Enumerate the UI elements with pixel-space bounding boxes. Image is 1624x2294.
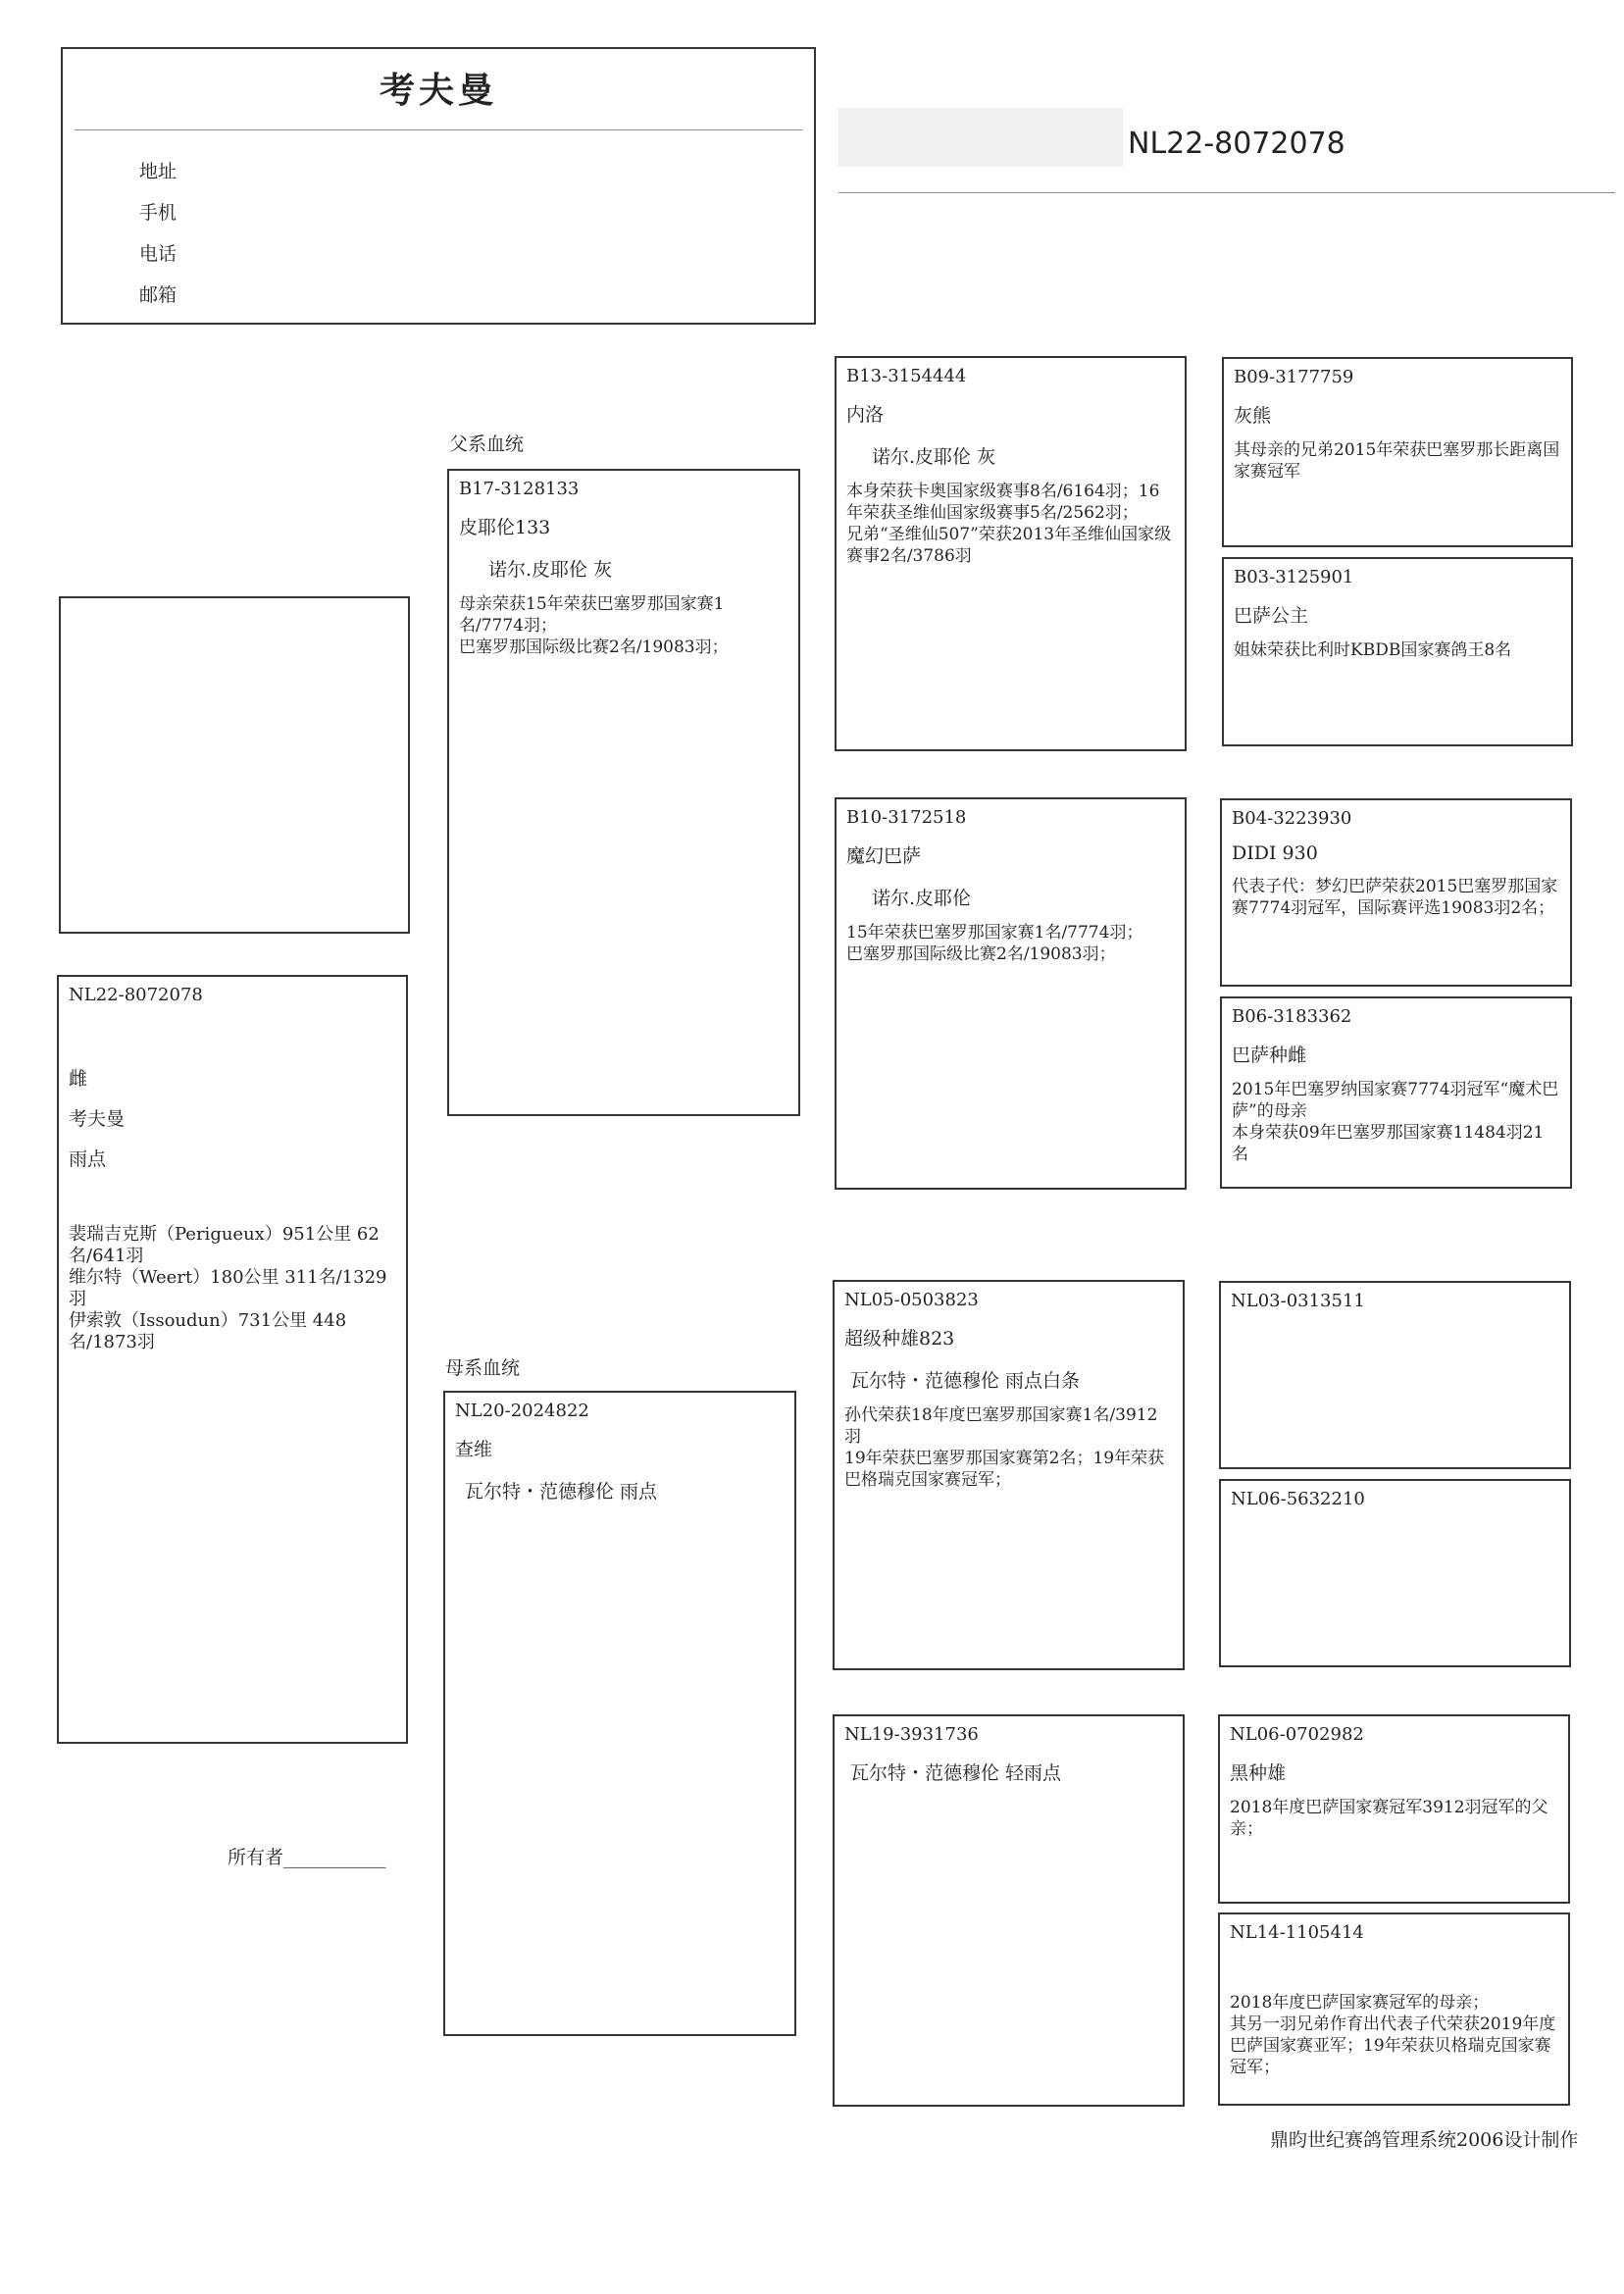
dds-ring: NL06-0702982 <box>1230 1724 1364 1745</box>
granddam-paternal-box <box>835 797 1187 1190</box>
ggp-dsd-box <box>1219 1479 1571 1667</box>
ds-name: 超级种雄823 <box>844 1328 955 1350</box>
ggp-ssd-box <box>1222 557 1573 746</box>
photo-box <box>59 596 410 934</box>
subject-owner-name: 考夫曼 <box>69 1108 126 1130</box>
ds-note: 孙代荣获18年度巴塞罗那国家赛1名/3912羽 19年荣获巴塞罗那国家赛第2名；19年荣获巴格瑞克国家赛冠军； <box>844 1405 1165 1490</box>
sss-note: 其母亲的兄弟2015年荣获巴塞罗那长距离国家赛冠军 <box>1234 440 1560 482</box>
ggp-sds-box <box>1220 798 1572 987</box>
owner-title: 考夫曼 <box>379 70 497 111</box>
subject-color: 雨点 <box>69 1148 107 1170</box>
dd-breeder: 瓦尔特・范德穆伦 轻雨点 <box>850 1762 1062 1784</box>
sds-name: DIDI 930 <box>1232 842 1318 864</box>
ggp-ddd-box <box>1218 1912 1570 2106</box>
subject-sex: 雌 <box>69 1068 88 1090</box>
sds-note: 代表子代：梦幻巴萨荣获2015巴塞罗那国家赛7774羽冠军，国际赛评选19083羽2名； <box>1232 877 1558 918</box>
sd-breeder: 诺尔.皮耶伦 <box>872 888 972 909</box>
ddd-note: 2018年度巴萨国家赛冠军的母亲； 其另一羽兄弟作育出代表子代荣获2019年度巴萨国家赛亚军；19年荣获贝格瑞克国家赛冠军； <box>1230 1993 1556 2077</box>
ssd-name: 巴萨公主 <box>1234 605 1309 627</box>
footer-credit: 鼎昀世纪赛鸽管理系统2006设计制作 <box>1270 2129 1579 2151</box>
grandsire-maternal-box <box>833 1280 1185 1670</box>
ss-breeder: 诺尔.皮耶伦 灰 <box>872 446 996 468</box>
sss-ring: B09-3177759 <box>1234 367 1354 387</box>
sd-ring: B10-3172518 <box>846 807 967 828</box>
dds-note: 2018年度巴萨国家赛冠军3912羽冠军的父亲； <box>1230 1798 1548 1839</box>
mobile-label: 手机 <box>139 202 178 224</box>
dss-ring: NL03-0313511 <box>1231 1291 1365 1311</box>
subject-results: 裴瑞吉克斯（Perigueux）951公里 62名/641羽 维尔特（Weert）180公里 311名/1329羽 伊索敦（Issoudun）731公里 448名/1873羽 <box>69 1224 387 1352</box>
address-label: 地址 <box>139 161 178 182</box>
sdd-note: 2015年巴塞罗纳国家赛7774羽冠军“魔术巴萨”的母亲 本身荣获09年巴塞罗那国家赛11484羽21名 <box>1232 1080 1559 1164</box>
ring-number-heading: NL22-8072078 <box>1128 127 1345 161</box>
sd-name: 魔幻巴萨 <box>846 845 922 867</box>
ss-ring: B13-3154444 <box>846 366 967 386</box>
sss-name: 灰熊 <box>1234 405 1272 427</box>
sire-breeder: 诺尔.皮耶伦 灰 <box>488 559 613 581</box>
sire-note: 母亲荣获15年荣获巴塞罗那国家赛1名/7774羽； 巴塞罗那国际级比赛2名/19083羽； <box>459 594 729 657</box>
ds-ring: NL05-0503823 <box>844 1290 979 1310</box>
email-label: 邮箱 <box>139 284 178 306</box>
dsd-ring: NL06-5632210 <box>1231 1489 1365 1509</box>
ss-note: 本身荣获卡奥国家级赛事8名/6164羽；16年荣获圣维仙国家级赛事5名/2562羽； 兄弟“圣维仙507”荣获2013年圣维仙国家级赛事2名/3786羽 <box>846 482 1172 566</box>
sds-ring: B04-3223930 <box>1232 808 1352 829</box>
dd-ring: NL19-3931736 <box>844 1724 979 1745</box>
ggp-sss-box <box>1222 357 1573 547</box>
granddam-maternal-box <box>833 1714 1185 2107</box>
sd-note: 15年荣获巴塞罗那国家赛1名/7774羽； 巴塞罗那国际级比赛2名/19083羽； <box>846 923 1143 964</box>
ggp-sdd-box <box>1220 996 1572 1189</box>
ssd-note: 姐妹荣获比利时KBDB国家赛鸽王8名 <box>1234 640 1512 660</box>
sdd-ring: B06-3183362 <box>1232 1006 1352 1027</box>
dam-box <box>443 1391 796 2036</box>
dam-breeder: 瓦尔特・范德穆伦 雨点 <box>465 1481 658 1503</box>
sire-ring: B17-3128133 <box>459 479 580 499</box>
ds-breeder: 瓦尔特・范德穆伦 雨点白条 <box>850 1370 1081 1392</box>
sdd-name: 巴萨种雌 <box>1232 1045 1307 1066</box>
ss-name: 内洛 <box>846 404 885 426</box>
owner-header-box <box>61 47 816 325</box>
sire-name: 皮耶伦133 <box>459 517 551 538</box>
dam-line-label: 母系血统 <box>445 1357 521 1379</box>
ggp-dds-box <box>1218 1714 1570 1904</box>
grandsire-paternal-box <box>835 356 1187 751</box>
ggp-dss-box <box>1219 1281 1571 1469</box>
dam-ring: NL20-2024822 <box>455 1401 589 1421</box>
sire-line-label: 父系血统 <box>449 433 525 455</box>
ddd-ring: NL14-1105414 <box>1230 1922 1364 1943</box>
dds-name: 黑种雄 <box>1230 1762 1287 1784</box>
ssd-ring: B03-3125901 <box>1234 567 1354 587</box>
owner-signature-label: 所有者___________ <box>228 1847 386 1868</box>
subject-ring: NL22-8072078 <box>69 985 203 1005</box>
subject-box <box>57 975 408 1744</box>
dam-name: 查维 <box>455 1439 493 1460</box>
sire-box <box>447 469 800 1116</box>
phone-label: 电话 <box>139 243 178 265</box>
